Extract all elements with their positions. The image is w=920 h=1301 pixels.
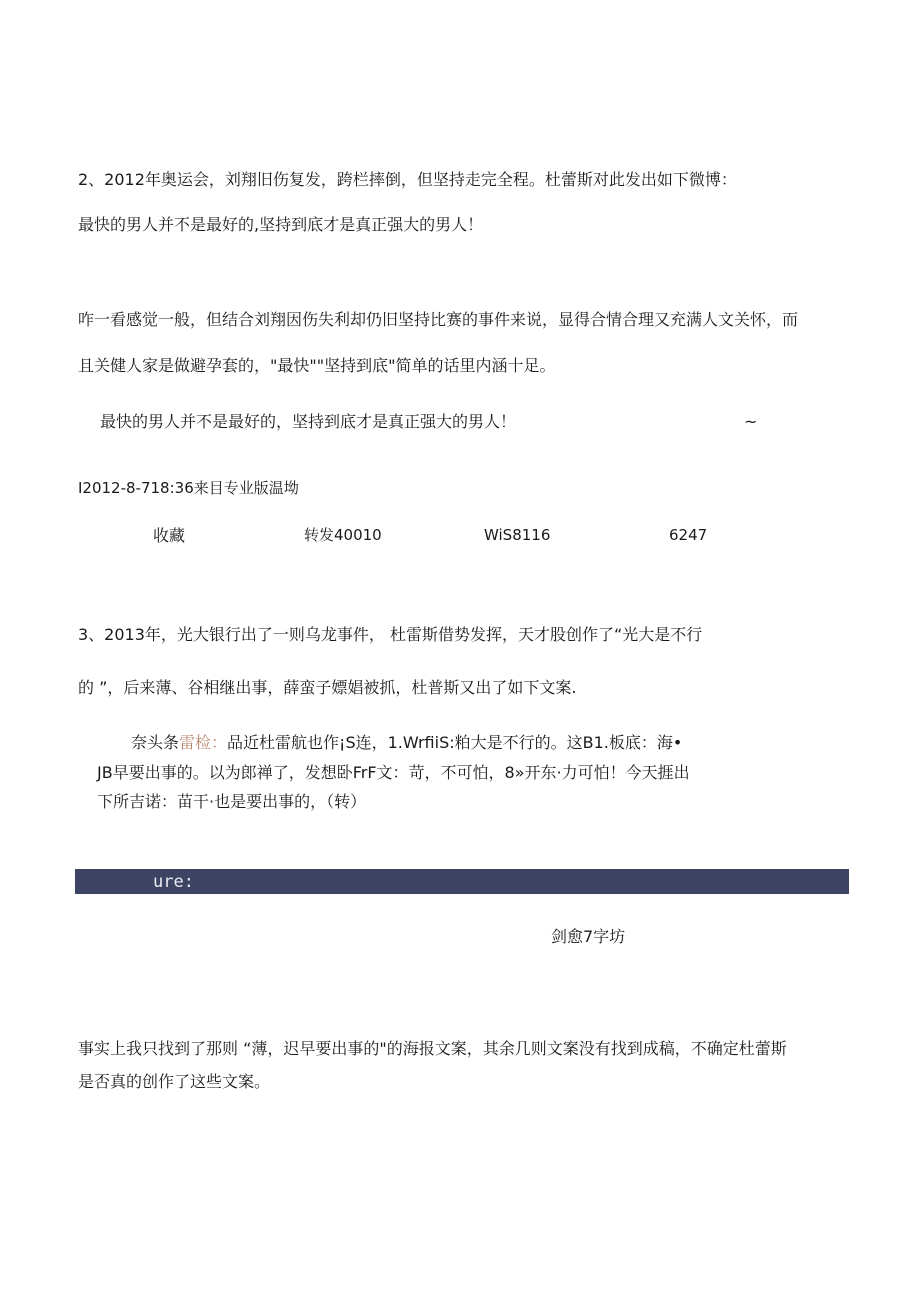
ocr-line-1: [131, 735, 682, 751]
ocr-line-1-highlight: 雷检：: [179, 733, 228, 752]
analysis-line-1: 咋一看感觉一般，但结合刘翔因伤失利却仍旧坚持比赛的事件来说，显得合情合理又充满人文关怀，而: [78, 310, 799, 329]
repost-button[interactable]: 转发40010: [304, 526, 382, 544]
conclusion-line-1: 事实上我只找到了那则 “薄，迟早要出事的"的海报文案，其余几则文案没有找到成稿，不确定杜蕾斯: [78, 1039, 787, 1058]
favorite-button[interactable]: 收藏: [153, 526, 186, 545]
section3-heading-line-2: 的 ”，后来薄、谷相继出事，薛蛮子嫖娼被抓，杜普斯又出了如下文案.: [78, 678, 577, 697]
ocr-line-3: 下所吉诺：苗干·也是要出事的，（转）: [97, 792, 367, 811]
section3-heading-line-1: 3、2013年，光大银行出了一则乌龙事件， 杜雷斯借势发挥，天才股创作了“光大是不行: [78, 625, 703, 644]
image-caption: 剑愈7字坊: [551, 927, 626, 946]
code-bar-text: ure:: [153, 872, 194, 892]
ocr-line-1-rest: 品近杜雷航也作¡S连，1.WrfiiS:粕大是不行的。这B1.板底：海•: [227, 733, 683, 752]
weibo-tilde: ~: [744, 412, 758, 431]
code-bar: [75, 869, 849, 894]
section2-heading: 2、2012年奥运会，刘翔旧伤复发，跨栏摔倒，但坚持走完全程。杜蕾斯对此发出如下微博：: [78, 170, 737, 189]
weibo-post-text: 最快的男人并不是最好的，坚持到底才是真正强大的男人！: [100, 412, 517, 431]
comment-button[interactable]: WiS8116: [484, 526, 551, 544]
like-button[interactable]: 6247: [669, 526, 708, 544]
weibo-post-meta: I2012-8-718:36来目专业版温坳: [78, 479, 299, 497]
section2-quote: 最快的男人并不是最好的,坚持到底才是真正强大的男人！: [78, 215, 484, 234]
conclusion-line-2: 是否真的创作了这些文案。: [78, 1072, 271, 1091]
ocr-line-1-prefix: 奈头条: [131, 733, 180, 752]
analysis-line-2: 且关健人家是做避孕套的，"最快""坚持到底"简单的话里内涵十足。: [78, 356, 556, 375]
ocr-line-2: JB早要出事的。以为郎禅了，发想卧FrF文：苛，不可怕，8»开东·力可怕！今天捱出: [97, 763, 690, 782]
